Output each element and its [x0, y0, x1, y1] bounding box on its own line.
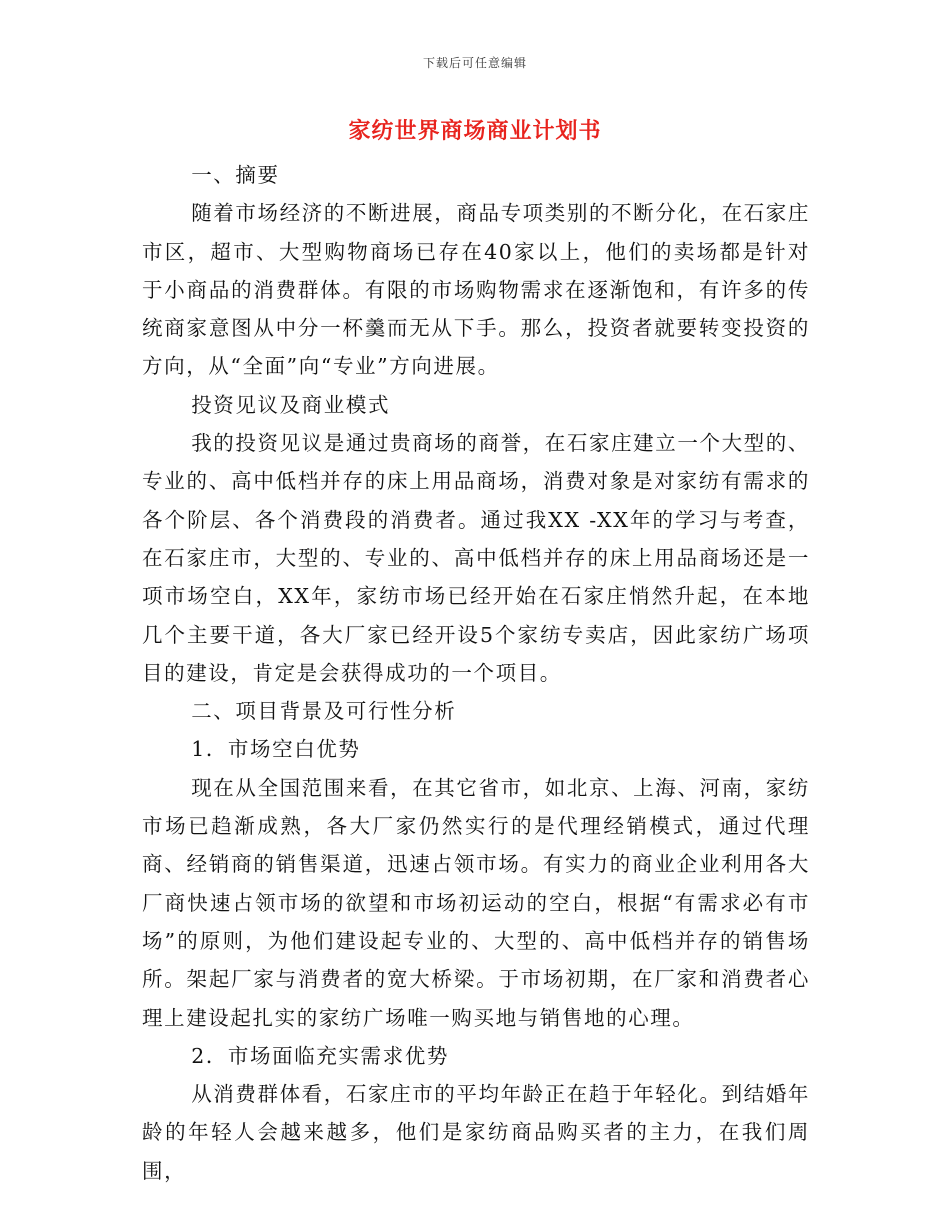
section-heading-summary: 一、摘要	[191, 163, 280, 187]
paragraph-market-demand: 从消费群体看，石家庄市的平均年龄正在趋于年轻化。到结婚年龄的年轻人会越来越多，他们是家纺商品购买者的主力，在我们周围，	[142, 1082, 810, 1183]
subheading-market-demand: 2．市场面临充实需求优势	[191, 1043, 449, 1068]
document-title: 家纺世界商场商业计划书	[348, 118, 602, 144]
paragraph-investment: 我的投资见议是通过贵商场的商誉，在石家庄建立一个大型的、专业的、高中低档并存的床上用品商场，消费对象是对家纺有需求的各个阶层、各个消费段的消费者。通过我XX -XX年的学习与考查，在石家庄市，大型的、专业的、高中低档并存的床上用品商场还是一项市场空白，XX年，家纺市场已经开始在石家庄悄然升起，在本地几个主要干道，各大厂家已经开设5个家纺专卖店，因此家纺广场项目的建设，肯定是会获得成功的一个项目。	[142, 431, 810, 685]
page-header-note: 下载后可任意编辑	[422, 56, 527, 70]
section-heading-investment: 投资见议及商业模式	[191, 392, 391, 417]
subheading-market-gap: 1．市场空白优势	[191, 737, 361, 762]
section-heading-background: 二、项目背景及可行性分析	[191, 699, 457, 724]
document-body	[142, 156, 810, 1190]
paragraph-market-gap: 现在从全国范围来看，在其它省市，如北京、上海、河南，家纺市场已趋渐成熟，各大厂家仍然实行的是代理经销模式，通过代理商、经销商的销售渠道，迅速占领市场。有实力的商业企业利用各大厂商快速占领市场的欲望和市场初运动的空白，根据“有需求必有市场”的原则，为他们建设起专业的、大型的、高中低档并存的销售场所。架起厂家与消费者的宽大桥梁。于市场初期，在厂家和消费者心理上建设起扎实的家纺广场唯一购买地与销售地的心理。	[142, 775, 810, 1030]
paragraph-summary: 随着市场经济的不断进展，商品专项类别的不断分化，在石家庄市区，超市、大型购物商场已存在40家以上，他们的卖场都是针对于小商品的消费群体。有限的市场购物需求在逐渐饱和，有许多的传统商家意图从中分一杯羹而无从下手。那么，投资者就要转变投资的方向，从“全面”向“专业”方向进展。	[142, 201, 810, 379]
